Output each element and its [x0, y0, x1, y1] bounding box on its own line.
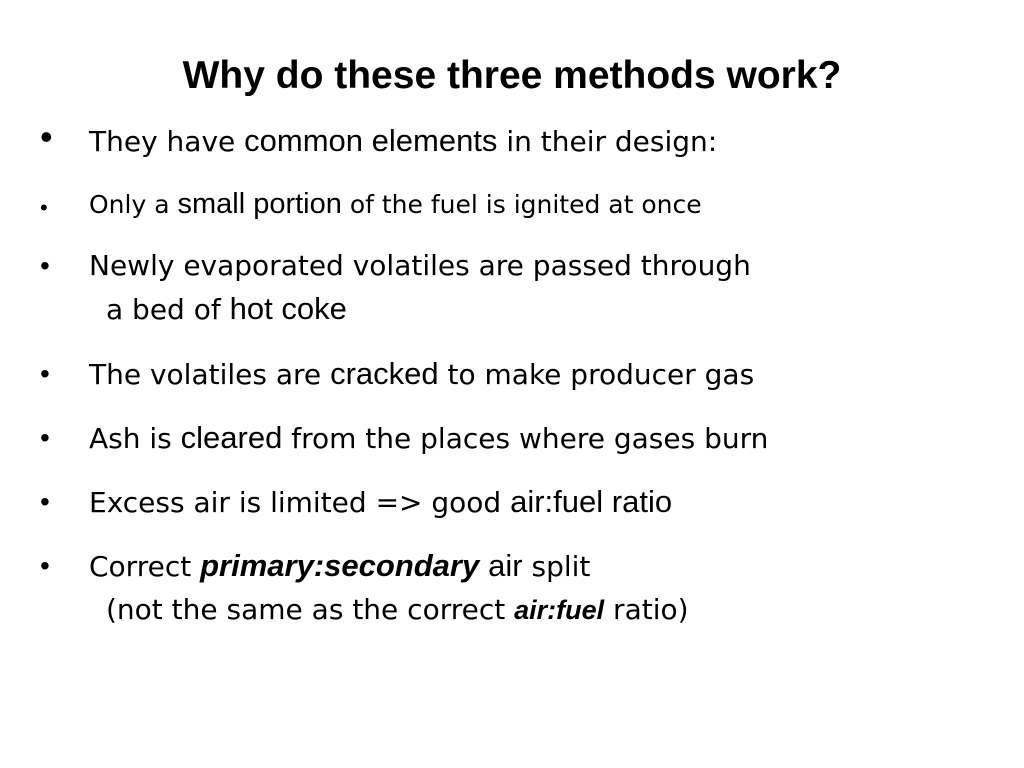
bullet-text-pre: They have — [89, 125, 245, 158]
bullet-text-pre: Only a — [89, 190, 178, 219]
bullet-emphasis-bold-italic: primary:secondary — [200, 548, 480, 583]
bullet-text: Newly evaporated volatiles are passed through — [89, 249, 751, 282]
bullet-text-pre: (not the same as the correct — [106, 593, 515, 626]
bullet-text-post: to make producer gas — [438, 358, 755, 391]
bullet-text-post: of the fuel is ignited at once — [341, 190, 702, 219]
bullet-text — [89, 184, 702, 225]
bullet-marker: • — [40, 116, 53, 157]
bullet-marker: • — [40, 358, 50, 389]
bullet-emphasis: hot coke — [229, 291, 347, 326]
bullet-text-pre: a bed of — [106, 293, 230, 326]
bullet-marker: • — [40, 486, 50, 517]
bullet-text — [89, 121, 717, 162]
bullet-text — [89, 418, 768, 459]
bullet-marker: • — [40, 422, 50, 453]
bullet-marker: • — [40, 250, 50, 281]
bullet-continuation — [106, 289, 347, 330]
bullet-emphasis: small portion — [177, 188, 342, 220]
bullet-text-post: ratio) — [604, 593, 689, 626]
bullet-text-pre: The volatiles are — [89, 358, 331, 391]
bullet-text — [89, 482, 672, 523]
bullet-text — [89, 546, 590, 587]
bullet-text — [89, 354, 754, 395]
bullet-emphasis: cracked — [330, 356, 439, 391]
bullet-text-pre: Excess air is limited => good — [89, 486, 511, 519]
bullet-emphasis: cleared — [180, 420, 283, 455]
bullet-text-post: from the places where gases burn — [282, 422, 769, 455]
bullet-text-post: split — [522, 550, 591, 583]
bullet-text-post: in their design: — [497, 125, 718, 158]
bullet-marker: • — [40, 195, 48, 220]
bullet-emphasis: air — [488, 548, 523, 583]
bullet-continuation — [106, 590, 689, 630]
bullet-emphasis: air:fuel ratio — [510, 484, 673, 519]
bullet-text-pre: Ash is — [89, 422, 181, 455]
bullet-text-pre: Correct — [89, 550, 201, 583]
bullet-emphasis: common elements — [244, 123, 498, 158]
bullet-emphasis-bold-italic: air:fuel — [514, 595, 605, 625]
slide-title: Why do these three methods work? — [182, 54, 842, 97]
bullet-marker: • — [40, 550, 50, 581]
